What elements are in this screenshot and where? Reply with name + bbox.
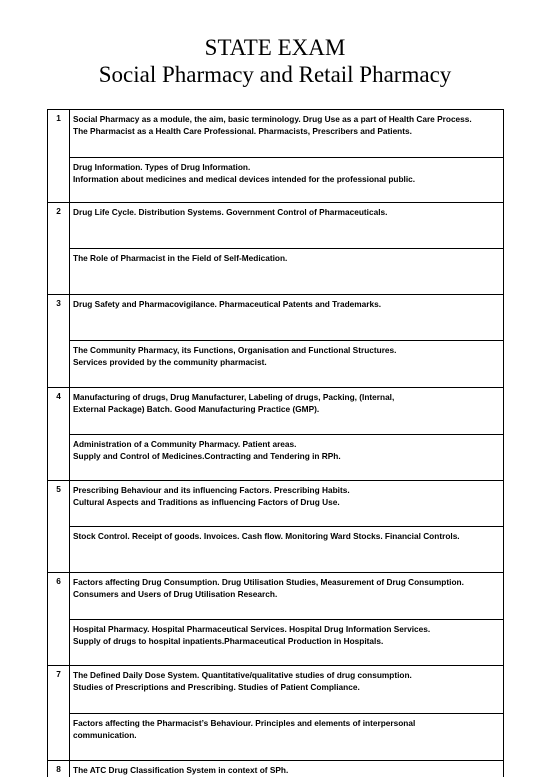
topic-number: 5 xyxy=(48,480,70,572)
table-row xyxy=(48,666,504,714)
table-row xyxy=(48,527,504,573)
question-line: Supply of drugs to hospital inpatients.Pharmaceutical Production in Hospitals. xyxy=(73,635,384,646)
question-line: Factors affecting the Pharmacist’s Behaviour. Principles and elements of interpersonal xyxy=(73,718,416,729)
topic-question xyxy=(70,434,504,480)
topic-question xyxy=(70,527,504,573)
question-line: Stock Control. Receipt of goods. Invoices. Cash flow. Monitoring Ward Stocks. Financial Controls. xyxy=(73,531,460,542)
table-row xyxy=(48,760,504,777)
document-subtitle: Social Pharmacy and Retail Pharmacy xyxy=(98,62,452,87)
topic-number: 2 xyxy=(48,203,70,294)
topic-question xyxy=(70,666,504,714)
question-line: The ATC Drug Classification System in context of SPh. xyxy=(73,764,289,775)
question-line: Manufacturing of drugs, Drug Manufacturer, Labeling of drugs, Packing, (Internal, xyxy=(73,392,395,403)
table-row xyxy=(48,110,504,158)
topic-question xyxy=(70,714,504,761)
table-row xyxy=(48,249,504,295)
topic-number: 3 xyxy=(48,294,70,387)
question-line: The Defined Daily Dose System. Quantitative/qualitative studies of drug consumption. xyxy=(73,670,412,681)
topic-number: 4 xyxy=(48,388,70,480)
topic-question xyxy=(70,110,504,158)
table-row xyxy=(48,480,504,527)
topic-question xyxy=(70,203,504,249)
question-line: External Package) Batch. Good Manufacturing Practice (GMP). xyxy=(73,404,320,415)
question-line: Studies of Prescriptions and Prescribing. Studies of Patient Compliance. xyxy=(73,682,360,693)
topic-question xyxy=(70,388,504,435)
question-line: communication. xyxy=(73,730,137,741)
table-row xyxy=(48,434,504,480)
question-line: Factors affecting Drug Consumption. Drug Utilisation Studies, Measurement of Drug Consumption. xyxy=(73,576,464,587)
question-line: Information about medicines and medical devices intended for the professional public. xyxy=(73,173,416,184)
topic-question xyxy=(70,249,504,295)
topic-number: 7 xyxy=(48,666,70,761)
question-line: Services provided by the community pharmacist. xyxy=(73,357,267,368)
table-row xyxy=(48,572,504,619)
topic-question xyxy=(70,619,504,666)
topic-question xyxy=(70,760,504,777)
question-line: Supply and Control of Medicines.Contracting and Tendering in RPh. xyxy=(73,450,341,461)
question-line: Cultural Aspects and Traditions as influencing Factors of Drug Use. xyxy=(73,496,340,507)
table-row xyxy=(48,388,504,435)
question-line: Hospital Pharmacy. Hospital Pharmaceutical Services. Hospital Drug Information Services. xyxy=(73,623,431,634)
question-line: Administration of a Community Pharmacy. Patient areas. xyxy=(73,438,297,449)
table-row xyxy=(48,294,504,341)
table-row xyxy=(48,157,504,203)
question-line: Drug Information. Types of Drug Information. xyxy=(73,161,251,172)
topic-number: 1 xyxy=(48,110,70,203)
topic-question xyxy=(70,157,504,203)
question-line: Drug Life Cycle. Distribution Systems. Government Control of Pharmaceuticals. xyxy=(73,207,388,218)
topic-question xyxy=(70,341,504,388)
question-line: Social Pharmacy as a module, the aim, basic terminology. Drug Use as a part of Health Care Process. xyxy=(73,114,472,124)
question-line: The Community Pharmacy, its Functions, Organisation and Functional Structures. xyxy=(73,345,397,356)
question-line: Consumers and Users of Drug Utilisation Research. xyxy=(73,588,278,599)
table-row xyxy=(48,203,504,249)
table-row xyxy=(48,341,504,388)
document-title: STATE EXAM xyxy=(204,35,346,60)
question-line: Drug Safety and Pharmacovigilance. Pharmaceutical Patents and Trademarks. xyxy=(73,298,382,309)
table-row xyxy=(48,619,504,666)
question-line: Prescribing Behaviour and its influencing Factors. Prescribing Habits. xyxy=(73,484,350,495)
question-line: The Pharmacist as a Health Care Professional. Pharmacists, Prescribers and Patients. xyxy=(73,126,412,136)
topic-question xyxy=(70,294,504,341)
question-line: The Role of Pharmacist in the Field of Self-Medication. xyxy=(73,253,288,264)
topic-question xyxy=(70,572,504,619)
topic-number: 6 xyxy=(48,572,70,665)
topic-question xyxy=(70,480,504,527)
topic-number: 8 xyxy=(48,760,70,777)
table-row xyxy=(48,714,504,761)
exam-topics-table xyxy=(47,109,504,777)
